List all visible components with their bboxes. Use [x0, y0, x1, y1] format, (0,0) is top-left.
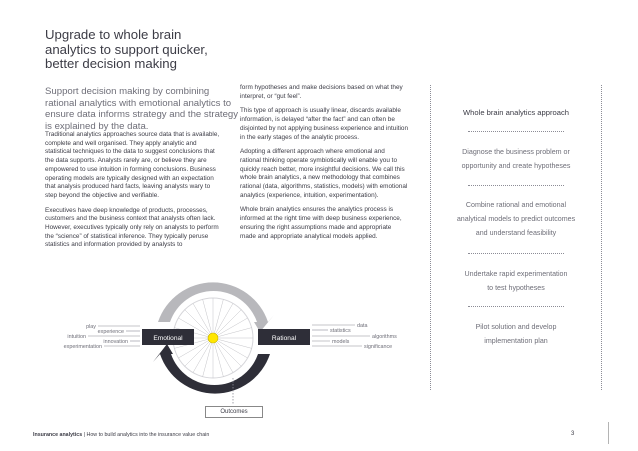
title-line: Upgrade to whole brain — [45, 27, 182, 42]
body-column-middle — [240, 84, 430, 247]
body-line: Executives have deep knowledge of products, processes, — [45, 206, 208, 214]
wheel-spoke — [217, 342, 242, 367]
body-line: analytics (experience, intuition, experimentation). — [240, 191, 379, 199]
footer-rule — [608, 422, 609, 444]
term-intuition: intuition — [67, 334, 86, 340]
footer-brand: Insurance analytics — [33, 432, 83, 438]
lead-line: ensure data informs strategy and the strategy — [45, 109, 239, 121]
page-footer — [33, 432, 209, 438]
body-paragraph — [45, 131, 235, 201]
term-data: data — [357, 323, 368, 329]
body-paragraph — [240, 107, 430, 142]
body-line: made and appropriate analytical models applied. — [240, 232, 378, 240]
term-statistics: statistics — [330, 328, 351, 334]
step-line: Pilot solution and develop — [475, 323, 557, 331]
body-column-left — [45, 131, 235, 256]
body-line: in the early stages of the analytic process. — [240, 133, 360, 141]
approach-panel — [430, 85, 602, 390]
term-significance: significance — [364, 344, 393, 350]
rational-label: Rational — [271, 335, 297, 342]
step-divider — [468, 306, 564, 307]
footer-text: How to build analytics into the insurance value chain — [86, 432, 210, 438]
body-line: rational (data, algorithms, statistics, models) with emotional — [240, 183, 408, 191]
lead-line: rational analytics with emotional analytics to — [45, 97, 232, 109]
term-algorithms: algorithms — [372, 334, 397, 340]
body-line: customers and the business context that analysts often lack. — [45, 215, 216, 223]
lead-line: is explained by the data. — [45, 120, 149, 132]
approach-title: Whole brain analytics approach — [463, 108, 569, 117]
body-line: This type of approach is usually linear, discards available — [240, 107, 401, 115]
body-line: that analysis produced hard facts, leaving analysts wary to — [45, 183, 211, 191]
step-line: and understand feasibility — [475, 229, 557, 237]
whole-brain-diagram — [0, 270, 430, 405]
term-models: models — [332, 339, 350, 345]
body-line: statistics and information provided by analysts to — [45, 241, 183, 249]
body-line: whole brain analytics, a new methodology that combines — [240, 174, 400, 182]
footer-separator: | — [82, 432, 87, 438]
step-divider — [468, 185, 564, 186]
body-line: interpret, or “gut feel”. — [240, 92, 302, 100]
body-line: disjointed by not applying business experience and intuition — [240, 124, 409, 132]
approach-step-pilot — [431, 320, 601, 348]
body-paragraph — [240, 206, 430, 241]
title-line: analytics to support quicker, — [45, 41, 208, 57]
body-line: information, is delayed “after the fact” and can often be — [240, 116, 395, 124]
approach-step-diagnose — [431, 145, 601, 173]
body-line: complete and well organised. They apply analytic and — [45, 139, 197, 147]
body-line: step beyond the objective and verifiable. — [45, 191, 160, 199]
body-line: operating models are typically designed with an expectation — [45, 174, 214, 182]
step-line: Diagnose the business problem or — [462, 148, 570, 156]
page-title — [45, 28, 245, 72]
title-line: better decision making — [45, 56, 177, 71]
body-line: statistical techniques to the data to suggest conclusions that — [45, 148, 215, 156]
body-line: rational thinking operate symbiotically will enable you to — [240, 156, 398, 164]
step-line: analytical models to predict outcomes — [456, 215, 576, 223]
body-line: ensuring the right assumptions made and appropriate — [240, 223, 392, 231]
term-experience: experience — [97, 329, 124, 335]
body-line: informed at the right time with deep business experience, — [240, 215, 402, 223]
step-line: implementation plan — [484, 337, 548, 345]
body-line: form hypotheses and make decisions based on what they — [240, 84, 403, 91]
wheel-spoke — [217, 310, 242, 335]
step-line: Combine rational and emotional — [465, 201, 567, 209]
body-line: the “science” of statistical inference. They typically peruse — [45, 232, 209, 240]
body-line: Adopting a different approach where emotional and — [240, 148, 385, 156]
approach-step-combine — [431, 198, 601, 240]
bottom-arc-arrow — [160, 354, 270, 394]
body-line: the data supports. Analysts rarely are, or believe they are — [45, 157, 207, 165]
term-innovation: innovation — [103, 339, 128, 345]
body-line: Whole brain analytics ensures the analytics process is — [240, 206, 394, 214]
wheel-hub — [208, 333, 218, 343]
lead-paragraph — [45, 86, 239, 132]
step-line: opportunity and create hypotheses — [461, 162, 571, 170]
term-play: play — [86, 324, 96, 330]
term-experimentation: experimentation — [63, 344, 102, 350]
step-divider — [468, 131, 564, 132]
body-paragraph — [240, 84, 430, 101]
body-line: empowered to use intuition in forming conclusions. Business — [45, 165, 216, 173]
emotional-label: Emotional — [153, 335, 183, 342]
lead-line: Support decision making by combining — [45, 86, 210, 97]
page-number: 3 — [571, 431, 575, 437]
step-line: Undertake rapid experimentation — [464, 270, 568, 278]
approach-step-experiment — [431, 267, 601, 295]
step-divider — [468, 253, 564, 254]
outcomes-box: Outcomes — [205, 406, 263, 418]
body-line: Traditional analytics approaches source data that is available, — [45, 131, 220, 138]
body-paragraph — [45, 207, 235, 251]
body-line: However, executives typically only rely on analysts to perform — [45, 224, 219, 232]
body-paragraph — [240, 148, 430, 200]
body-line: quickly reach better, more insightful decisions. We call this — [240, 165, 405, 173]
wheel-spoke — [185, 342, 210, 367]
step-line: to test hypotheses — [487, 284, 545, 292]
